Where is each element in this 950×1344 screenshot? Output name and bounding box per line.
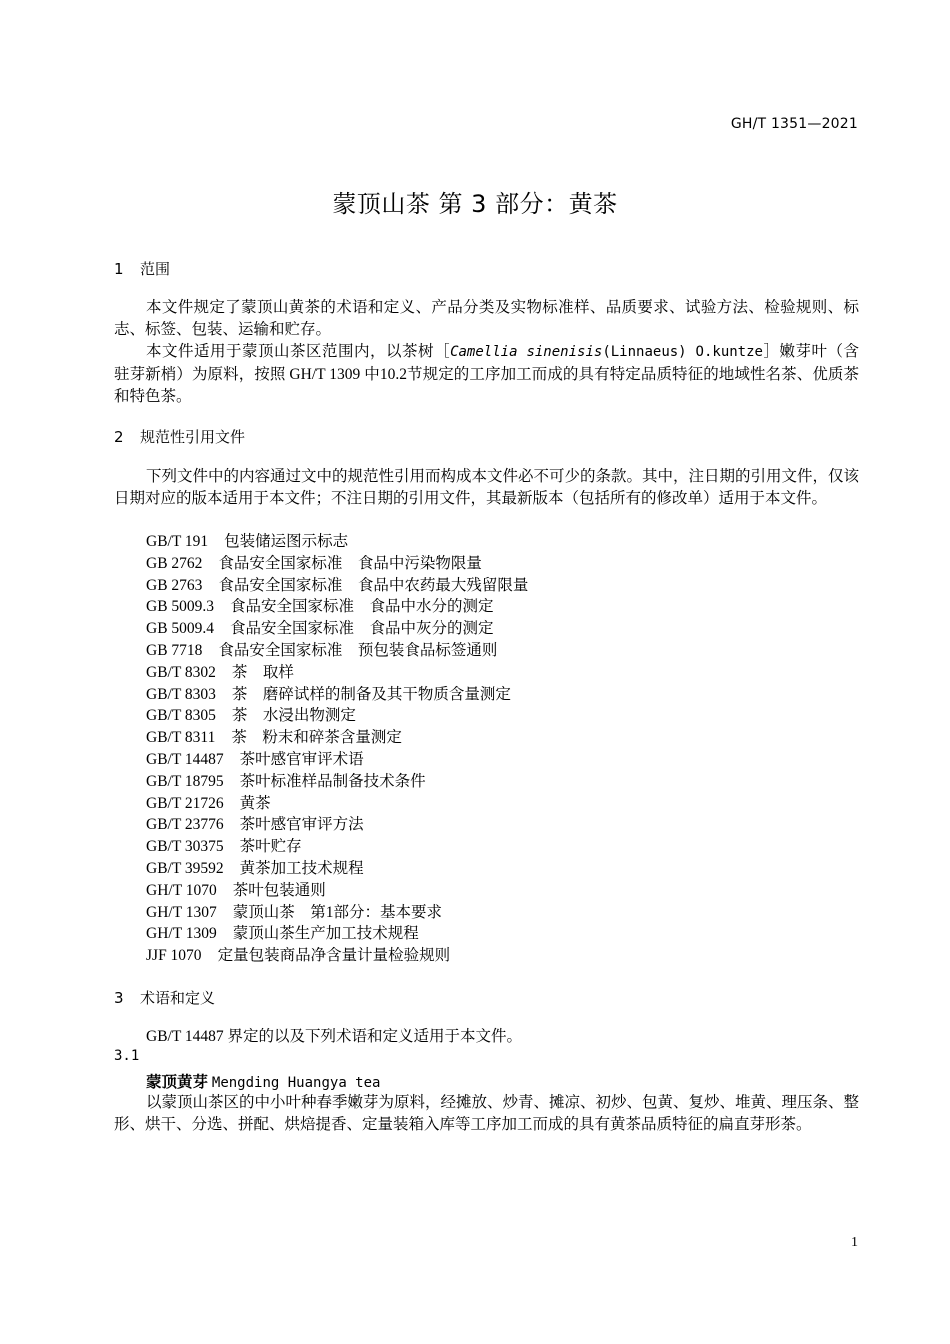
reference-code: GB 2763: [146, 576, 203, 594]
standard-code: GH/T 1351—2021: [730, 116, 858, 132]
term-chinese: 蒙顶黄芽: [146, 1073, 209, 1091]
reference-code: GB/T 23776: [146, 816, 224, 834]
reference-code: GB 5009.4: [146, 620, 215, 638]
reference-code: JJF 1070: [146, 947, 202, 965]
reference-item: [146, 814, 528, 836]
reference-item: [146, 858, 528, 880]
reference-list: [146, 531, 528, 967]
terms-intro: GB/T 14487 界定的以及下列术语和定义适用于本文件。: [146, 1028, 523, 1045]
reference-item: [146, 836, 528, 858]
document-title: 蒙顶山茶 第 3 部分：黄茶: [332, 190, 618, 218]
reference-title: 蒙顶山茶生产加工技术规程: [232, 925, 419, 943]
reference-item: [146, 727, 528, 749]
section-title: 术语和定义: [140, 989, 216, 1007]
reference-code: GB 7718: [146, 641, 203, 659]
section-heading-normative: [114, 426, 245, 447]
reference-item: [146, 640, 528, 662]
latin-species-name: Camellia sinenisis: [450, 344, 603, 360]
reference-code: GB 2762: [146, 554, 203, 572]
reference-title: 黄茶加工技术规程: [239, 859, 364, 877]
reference-item: [146, 880, 528, 902]
reference-code: GH/T 1307: [146, 903, 217, 921]
reference-title: 茶 粉末和碎茶含量测定: [231, 729, 402, 747]
reference-item: [146, 531, 528, 553]
reference-item: [146, 618, 528, 640]
reference-code: GB/T 8302: [146, 663, 216, 681]
scope-p2-before: 本文件适用于蒙顶山茶区范围内，以茶树［: [146, 343, 451, 360]
section-title: 规范性引用文件: [140, 428, 246, 446]
latin-authority: (Linnaeus) O.kuntze: [602, 344, 763, 360]
reference-item: [146, 793, 528, 815]
reference-title: 茶叶标准样品制备技术条件: [239, 772, 426, 790]
page-number: 1: [851, 1235, 858, 1250]
reference-item: [146, 705, 528, 727]
reference-title: 茶叶感官审评方法: [239, 816, 364, 834]
reference-title: 茶叶贮存: [239, 838, 302, 856]
reference-code: GB/T 39592: [146, 859, 224, 877]
reference-title: 蒙顶山茶 第1部分：基本要求: [232, 903, 443, 921]
reference-title: 茶 水浸出物测定: [231, 707, 356, 725]
normative-intro: 下列文件中的内容通过文中的规范性引用而构成本文件必不可少的条款。其中，注日期的引用文件，仅该日期对应的版本适用于本文件；不注日期的引用文件，其最新版本（包括所有的修改单）适用于本文件。: [114, 468, 860, 507]
term-english: Mengding Huangya tea: [211, 1075, 381, 1091]
section-heading-terms: [114, 987, 215, 1008]
reference-item: [146, 596, 528, 618]
reference-item: [146, 771, 528, 793]
scope-paragraph-1: 本文件规定了蒙顶山黄茶的术语和定义、产品分类及实物标准样、品质要求、试验方法、检验规则、标志、标签、包装、运输和贮存。: [114, 299, 859, 338]
reference-code: GH/T 1070: [146, 881, 217, 899]
reference-item: [146, 749, 528, 771]
reference-code: GB/T 8303: [146, 685, 216, 703]
reference-code: GB/T 18795: [146, 772, 224, 790]
reference-title: 茶叶感官审评术语: [239, 750, 364, 768]
reference-title: 茶 取样: [231, 663, 294, 681]
reference-code: GB 5009.3: [146, 598, 215, 616]
reference-item: [146, 553, 528, 575]
reference-title: 黄茶: [239, 794, 271, 812]
section-title: 范围: [140, 260, 171, 278]
section-heading-scope: [114, 258, 170, 279]
section-number: 1: [114, 260, 124, 278]
scope-paragraph-2: [114, 341, 859, 407]
term-number: 3.1: [114, 1048, 140, 1064]
reference-item: [146, 684, 528, 706]
reference-title: 食品安全国家标准 预包装食品标签通则: [218, 641, 498, 659]
term-heading: [146, 1070, 380, 1092]
section-number: 2: [114, 428, 124, 446]
reference-code: GB/T 14487: [146, 750, 224, 768]
reference-title: 定量包装商品净含量计量检验规则: [217, 947, 451, 965]
term-definition: 以蒙顶山茶区的中小叶种春季嫩芽为原料，经摊放、炒青、摊凉、初炒、包黄、复炒、堆黄、理压条、整形、烘干、分选、拼配、烘焙提香、定量装箱入库等工序加工而成的具有黄茶品质特征的扁直芽形茶。: [114, 1094, 860, 1133]
section-number: 3: [114, 989, 124, 1007]
reference-code: GH/T 1309: [146, 925, 217, 943]
reference-code: GB/T 191: [146, 533, 209, 550]
reference-item: [146, 662, 528, 684]
scope-p2-after: ］嫩芽叶（含驻芽新梢）为原料，按照 GH/T 1309 中10.2节规定的工序加工而成的具有特定品质特征的地域性名茶、优质茶和特色茶。: [114, 343, 859, 405]
reference-code: GB/T 8311: [146, 729, 216, 747]
reference-title: 食品安全国家标准 食品中水分的测定: [230, 598, 494, 616]
reference-title: 食品安全国家标准 食品中污染物限量: [218, 554, 482, 572]
reference-item: [146, 902, 528, 924]
reference-code: GB/T 21726: [146, 794, 224, 812]
reference-title: 食品安全国家标准 食品中灰分的测定: [230, 620, 494, 638]
reference-item: [146, 923, 528, 945]
reference-title: 食品安全国家标准 食品中农药最大残留限量: [218, 576, 529, 594]
reference-code: GB/T 30375: [146, 838, 224, 856]
reference-title: 包装储运图示标志: [224, 533, 349, 550]
reference-item: [146, 945, 528, 967]
reference-item: [146, 575, 528, 597]
reference-title: 茶 磨碎试样的制备及其干物质含量测定: [231, 685, 511, 703]
reference-code: GB/T 8305: [146, 707, 216, 725]
reference-title: 茶叶包装通则: [232, 881, 326, 899]
